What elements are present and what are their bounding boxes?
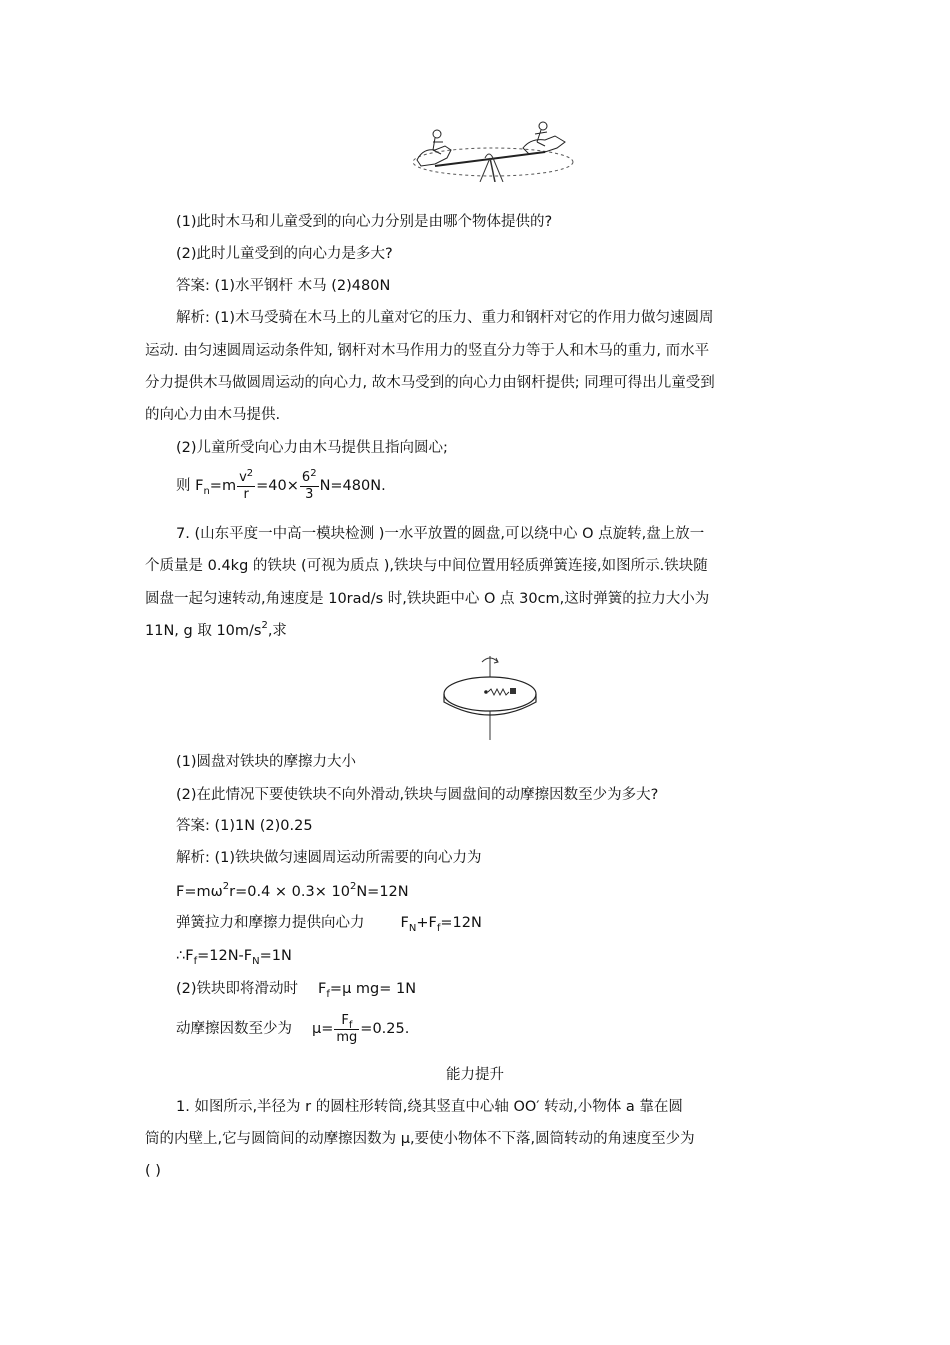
question-7-1: (1)圆盘对铁块的摩擦力大小 <box>176 754 357 770</box>
force-equation: $F=m\omega^2r=0.4 \times 0.3\times 10^2N=12N$ <box>176 881 409 900</box>
problem-7-line-3: 圆盘一起匀速转动,角速度是 10rad/s 时,铁块距中心 O 点 30cm,这时弹簧的拉力大小为 <box>145 591 710 607</box>
spring-friction-line: 弹簧拉力和摩擦力提供向心力 $F_N+F_f=12N$ <box>176 915 482 934</box>
sliding-condition: (2)铁块即将滑动时 $F_f=\mu$ mg= 1N <box>176 981 417 1000</box>
analysis-7-line-1: 解析: (1)铁块做匀速圆周运动所需要的向心力为 <box>176 850 482 866</box>
analysis-6-part-2: (2)儿童所受向心力由木马提供且指向圆心; <box>176 440 448 456</box>
problem-1-blank: ( ) <box>145 1163 161 1179</box>
question-2: (2)此时儿童受到的向心力是多大? <box>176 246 393 262</box>
analysis-6-line-3: 分力提供木马做圆周运动的向心力, 故木马受到的向心力由钢杆提供; 同理可得出儿童受到 <box>145 375 715 391</box>
analysis-6-line-2: 运动. 由匀速圆周运动条件知, 钢杆对木马作用力的竖直分力等于人和木马的重力, 而水平 <box>145 343 710 359</box>
problem-1-line-1: 1. 如图所示,半径为 r 的圆柱形转筒,绕其竖直中心轴 OO′ 转动,小物体 a 靠在圆 <box>176 1099 683 1115</box>
section-heading: 能力提升 <box>446 1067 504 1083</box>
centripetal-force-equation: 则 $F_n=m$ $\frac{v^2}{r}$ =40× $\frac{6^2}{3}$ N=480N. <box>176 468 386 502</box>
analysis-6-line-4: 的向心力由木马提供. <box>145 407 281 423</box>
analysis-6-line-1: 解析: (1)木马受骑在木马上的儿童对它的压力、重力和钢杆对它的作用力做匀速圆周 <box>176 310 714 326</box>
problem-7-line-4: 11N, g 取 $10m/s^2$,求 <box>145 620 287 639</box>
problem-1-line-2: 筒的内壁上,它与圆筒间的动摩擦因数为 μ,要使小物体不下落,圆筒转动的角速度至少为 <box>145 1131 695 1147</box>
friction-result: $\therefore F_f=12N-F_N=1N$ <box>176 948 292 967</box>
question-7-2: (2)在此情况下要使铁块不向外滑动,铁块与圆盘间的动摩擦因数至少为多大? <box>176 787 659 803</box>
problem-7-line-2: 个质量是 0.4kg 的铁块 (可视为质点 ),铁块与中间位置用轻质弹簧连接,如图所示.铁块随 <box>145 558 708 574</box>
question-1: (1)此时木马和儿童受到的向心力分别是由哪个物体提供的? <box>176 214 553 230</box>
problem-7-line-1: 7. (山东平度一中高一模块检测 )一水平放置的圆盘,可以绕中心 O 点旋转,盘上放一 <box>176 526 705 542</box>
carousel-figure <box>405 120 580 182</box>
friction-coefficient: 动摩擦因数至少为 μ= $\frac{F_f}{mg}$ =0.25. <box>176 1013 410 1045</box>
answer-7: 答案: (1)1N (2)0.25 <box>176 818 313 834</box>
answer-6: 答案: (1)水平钢杆 木马 (2)480N <box>176 278 391 294</box>
rotating-disk-figure <box>440 652 540 740</box>
